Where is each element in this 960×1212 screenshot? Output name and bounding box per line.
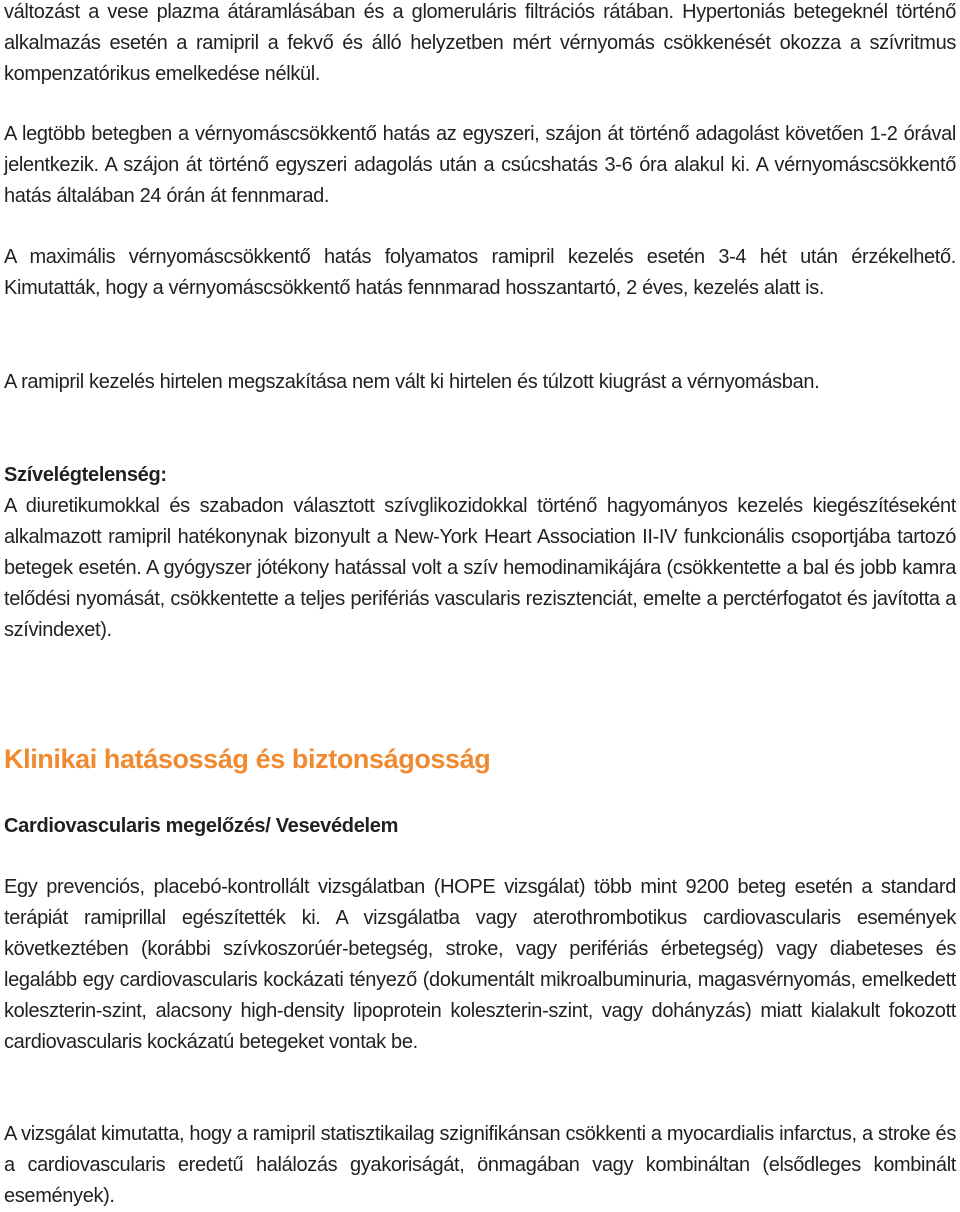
clinical-section-title-block	[4, 741, 956, 777]
clinical-paragraph-1: Egy prevenciós, placebó-kontrollált vizsgálatban (HOPE vizsgálat) több mint 9200 beteg esetén a standard terápiát ramiprillal egészítették ki. A vizsgálatba vagy aterothrombotikus cardiovascularis események következtében (korábbi szívkoszorúér-betegség, stroke, vagy perifériás érbetegség) vagy diabeteses és legalább egy cardiovascularis kockázati tényező (dokumentált mikroalbuminuria, magasvérnyomás, emelkedett koleszterin-szint, alacsony high-density lipoprotein koleszterin-szint, vagy dohányzás) miatt kialakult fokozott cardiovascularis kockázatú betegeket vontak be.	[4, 876, 956, 1053]
withdrawal-section	[4, 367, 956, 398]
heart-failure-paragraph: A diuretikumokkal és szabadon választott szívglikozidokkal történő hagyományos kezelés kiegészítéseként alkalmazott ramipril hatékonynak bizonyult a New-York Heart Association II-IV funkcionális csoportjába tartozó betegek esetén. A gyógyszer jótékony hatással volt a szív hemodinamikájára (csökkentette a bal és jobb kamra telődési nyomását, csökkentette a teljes perifériás vascularis rezisztenciát, emelte a perctérfogatot és javította a szívindexet).	[4, 495, 956, 641]
clinical-subtitle-block	[4, 811, 956, 842]
clinical-paragraph-2: A vizsgálat kimutatta, hogy a ramipril statisztikailag szignifikánsan csökkenti a myocardialis infarctus, a stroke és a cardiovascularis eredetű halálozás gyakoriságát, önmagában vagy kombináltan (elsődleges kombinált események).	[4, 1123, 956, 1207]
heart-failure-section	[4, 460, 956, 646]
intro-paragraph-4: A ramipril kezelés hirtelen megszakítása nem vált ki hirtelen és túlzott kiugrást a vérnyomásban.	[4, 371, 820, 393]
section-title: Klinikai hatásosság és biztonságosság	[4, 744, 491, 774]
heart-failure-heading: Szívelégtelenség:	[4, 464, 167, 486]
study-results-section	[4, 1119, 956, 1212]
maximal-effect-section	[4, 242, 956, 304]
intro-paragraph-1: változást a vese plazma átáramlásában és a glomeruláris filtrációs rátában. Hypertoniás betegeknél történő alkalmazás esetén a ramipril a fekvő és álló helyzetben mért vérnyomás csökkenését okozza a szívritmus kompenzatórikus emelkedése nélkül.	[4, 1, 956, 85]
pharmacodynamics-section	[4, 0, 956, 90]
hope-study-section	[4, 872, 956, 1058]
intro-paragraph-3: A maximális vérnyomáscsökkentő hatás folyamatos ramipril kezelés esetén 3-4 hét után érzékelhető. Kimutatták, hogy a vérnyomáscsökkentő hatás fennmarad hosszantartó, 2 éves, kezelés alatt is.	[4, 246, 956, 299]
section-subtitle: Cardiovascularis megelőzés/ Vesevédelem	[4, 815, 399, 837]
onset-section	[4, 119, 956, 212]
intro-paragraph-2: A legtöbb betegben a vérnyomáscsökkentő hatás az egyszeri, szájon át történő adagolást követően 1-2 órával jelentkezik. A szájon át történő egyszeri adagolás után a csúcshatás 3-6 óra alakul ki. A vérnyomáscsökkentő hatás általában 24 órán át fennmarad.	[4, 123, 956, 207]
